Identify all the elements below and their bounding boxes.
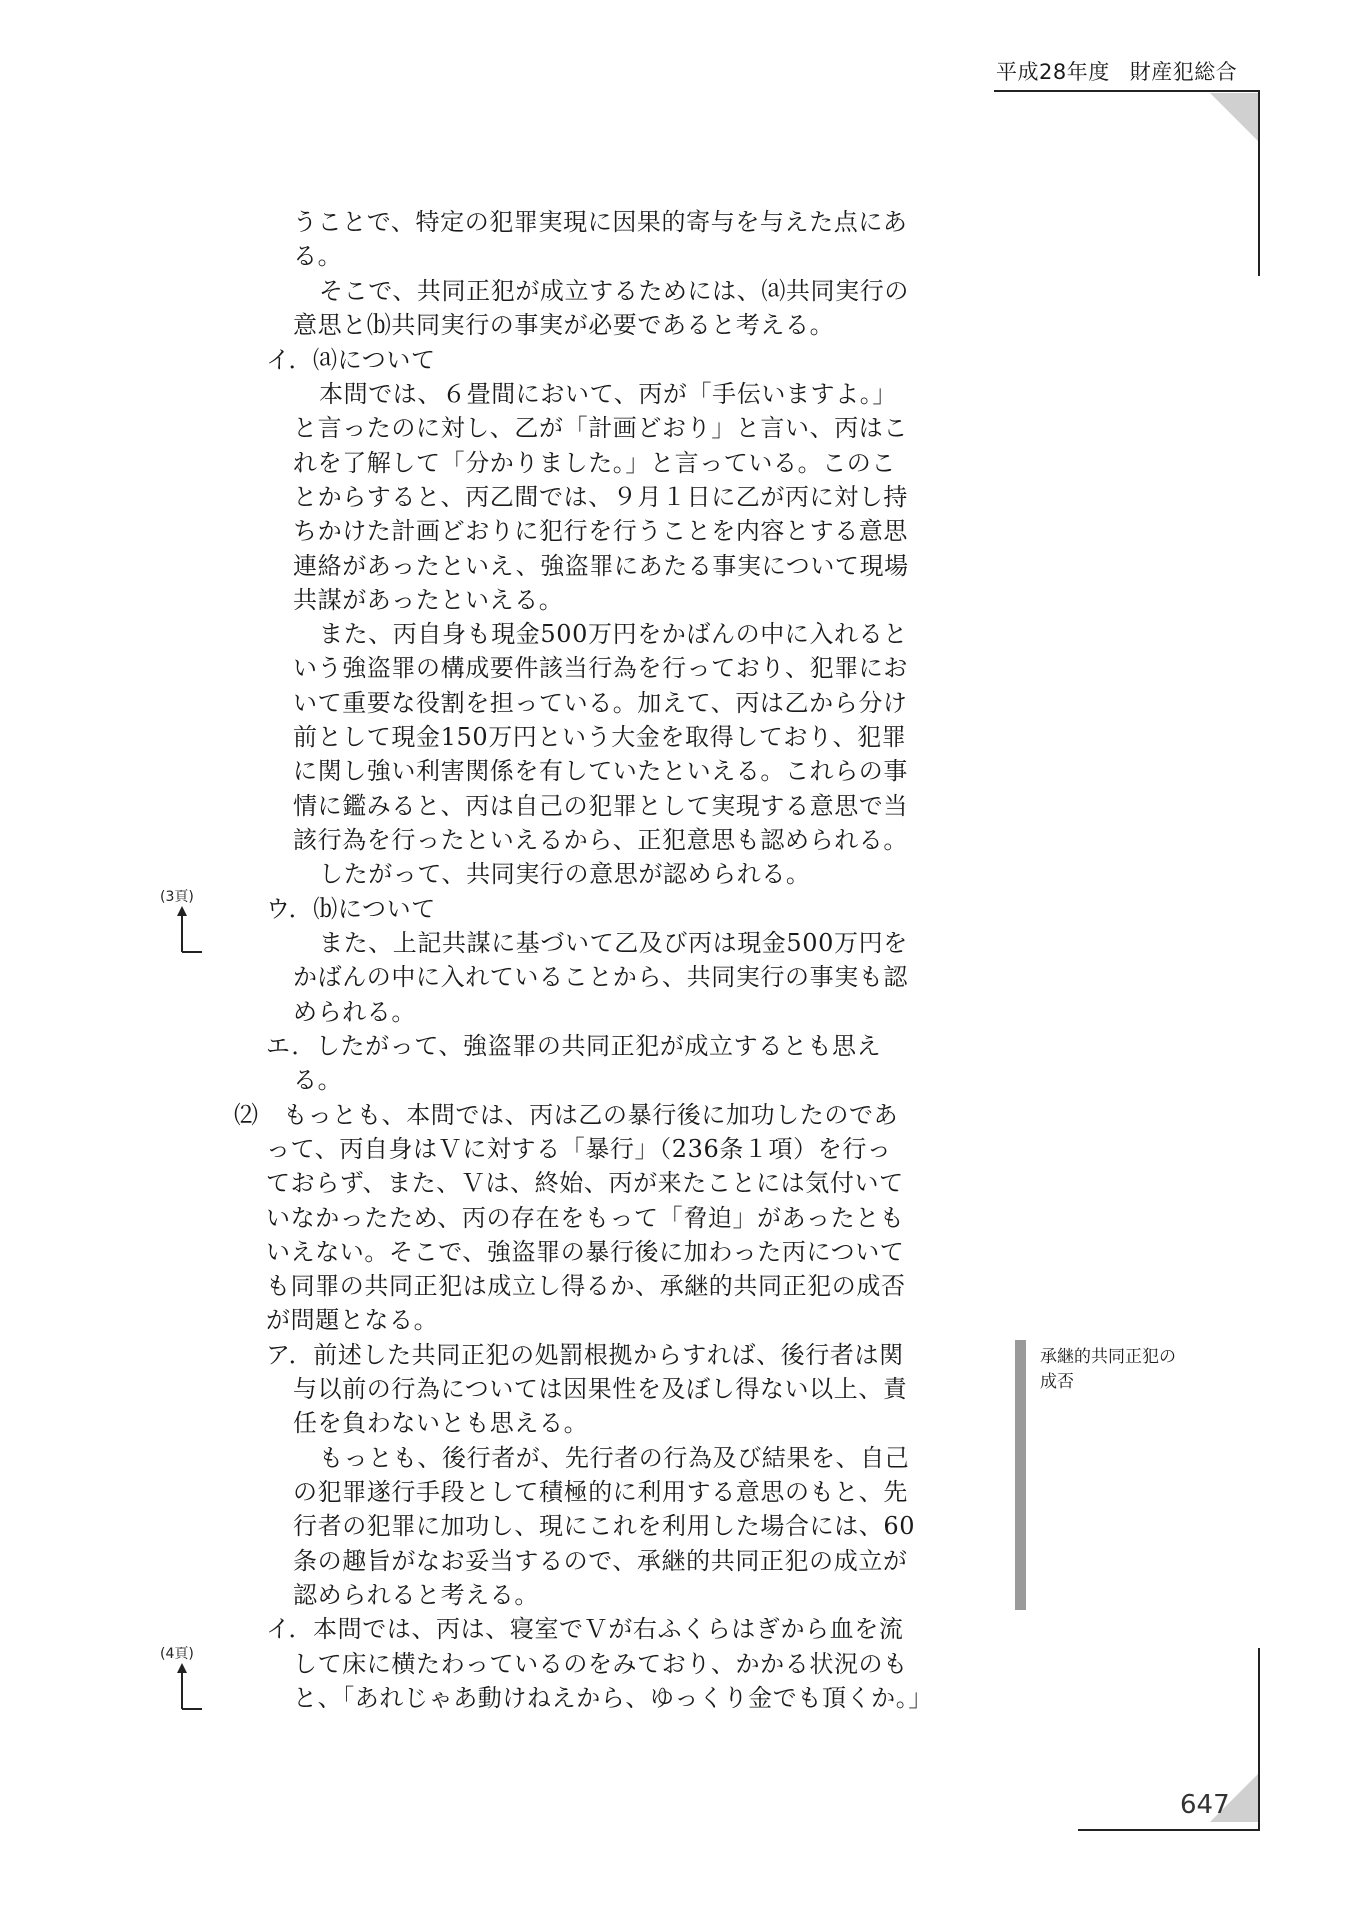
side-note-line1: 承継的共同正犯の [1040, 1347, 1176, 1367]
text-line: いて重要な役割を担っている。加えて、丙は乙から分け [293, 689, 908, 717]
page-ref-marker-4: (4頁) [160, 1646, 194, 1662]
text-line: また、上記共謀に基づいて乙及び丙は現金500万円を [319, 929, 908, 957]
text-line: 前として現金150万円という大金を取得しており、犯罪 [293, 723, 907, 751]
text-line: ておらず、また、Ｖは、終始、丙が来たことには気付いて [266, 1169, 904, 1197]
text-line: ア．前述した共同正犯の処罰根拠からすれば、後行者は関 [266, 1341, 904, 1369]
text-line: と言ったのに対し、乙が「計画どおり」と言い、丙はこ [293, 414, 908, 442]
text-line: められる。 [293, 998, 416, 1026]
arrow-up-icon [175, 906, 205, 956]
side-note-bar [1015, 1340, 1026, 1610]
text-line: ちかけた計画どおりに犯行を行うことを内容とする意思 [293, 517, 908, 545]
text-line: また、丙自身も現金500万円をかばんの中に入れると [319, 620, 908, 648]
text-line: れを了解して「分かりました。」と言っている。このこ [293, 449, 896, 477]
text-line: もっとも、後行者が、先行者の行為及び結果を、自己 [319, 1444, 910, 1472]
header-year: 平成28年度 [996, 60, 1110, 84]
text-line: イ．本問では、丙は、寝室でＶが右ふくらはぎから血を流 [266, 1615, 904, 1643]
text-line: ウ．⒝について [266, 895, 436, 923]
text-line: って、丙自身はＶに対する「暴行」（236条１項）を行っ [266, 1135, 892, 1163]
text-line: したがって、共同実行の意思が認められる。 [319, 860, 811, 888]
text-line: 情に鑑みると、丙は自己の犯罪として実現する意思で当 [293, 792, 908, 820]
corner-tab-top [1210, 93, 1258, 141]
text-line: も同罪の共同正犯は成立し得るか、承継的共同正犯の成否 [266, 1272, 906, 1300]
text-line: 本問では、６畳間において、丙が「手伝いますよ。」 [319, 380, 897, 408]
text-line: して床に横たわっているのをみており、かかる状況のも [293, 1650, 908, 1678]
text-line: る。 [293, 242, 343, 270]
text-line: いなかったため、丙の存在をもって「脅迫」があったとも [266, 1204, 905, 1232]
text-line: が問題となる。 [266, 1306, 439, 1334]
page-number: 647 [1180, 1790, 1230, 1820]
text-line: イ．⒜について [266, 346, 436, 374]
text-line: 行者の犯罪に加功し、現にこれを利用した場合には、60 [293, 1512, 916, 1540]
page-ref-marker-3: (3頁) [160, 889, 194, 905]
text-line: そこで、共同正犯が成立するためには、⒜共同実行の [319, 277, 909, 305]
text-line: エ．したがって、強盗罪の共同正犯が成立するとも思え [266, 1032, 882, 1060]
header-rule [994, 90, 1260, 92]
footer-rule [1078, 1829, 1260, 1831]
text-line: の犯罪遂行手段として積極的に利用する意思のもと、先 [293, 1478, 908, 1506]
text-line: 認められると考える。 [293, 1581, 539, 1609]
text-line: とからすると、丙乙間では、９月１日に乙が丙に対し持 [293, 483, 908, 511]
text-line: かばんの中に入れていることから、共同実行の事実も認 [293, 963, 908, 991]
text-line: いえない。そこで、強盗罪の暴行後に加わった丙について [266, 1238, 905, 1266]
running-header [996, 56, 1296, 86]
arrow-up-icon [175, 1663, 205, 1713]
text-line: に関し強い利害関係を有していたといえる。これらの事 [293, 757, 908, 785]
side-note-line2: 成否 [1040, 1372, 1074, 1392]
text-line: いう強盗罪の構成要件該当行為を行っており、犯罪にお [293, 654, 908, 682]
text-line: る。 [293, 1066, 343, 1094]
text-line: うことで、特定の犯罪実現に因果的寄与を与えた点にあ [293, 208, 908, 236]
text-line: と、「あれじゃあ動けねえから、ゆっくり金でも頂くか。」 [293, 1684, 933, 1712]
text-line: 該行為を行ったといえるから、正犯意思も認められる。 [293, 826, 908, 854]
text-line: ⑵ もっとも、本問では、丙は乙の暴行後に加功したのであ [234, 1101, 899, 1129]
header-subject: 財産犯総合 [1129, 60, 1238, 84]
text-line: 与以前の行為については因果性を及ぼし得ない以上、責 [293, 1375, 908, 1403]
right-rule-top [1258, 90, 1260, 276]
text-line: 意思と⒝共同実行の事実が必要であると考える。 [293, 311, 835, 339]
text-line: 条の趣旨がなお妥当するので、承継的共同正犯の成立が [293, 1547, 908, 1575]
text-line: 任を負わないとも思える。 [293, 1409, 589, 1437]
right-rule-bottom [1258, 1648, 1260, 1831]
text-line: 連絡があったといえ、強盗罪にあたる事実について現場 [293, 552, 909, 580]
text-line: 共謀があったといえる。 [293, 586, 564, 614]
